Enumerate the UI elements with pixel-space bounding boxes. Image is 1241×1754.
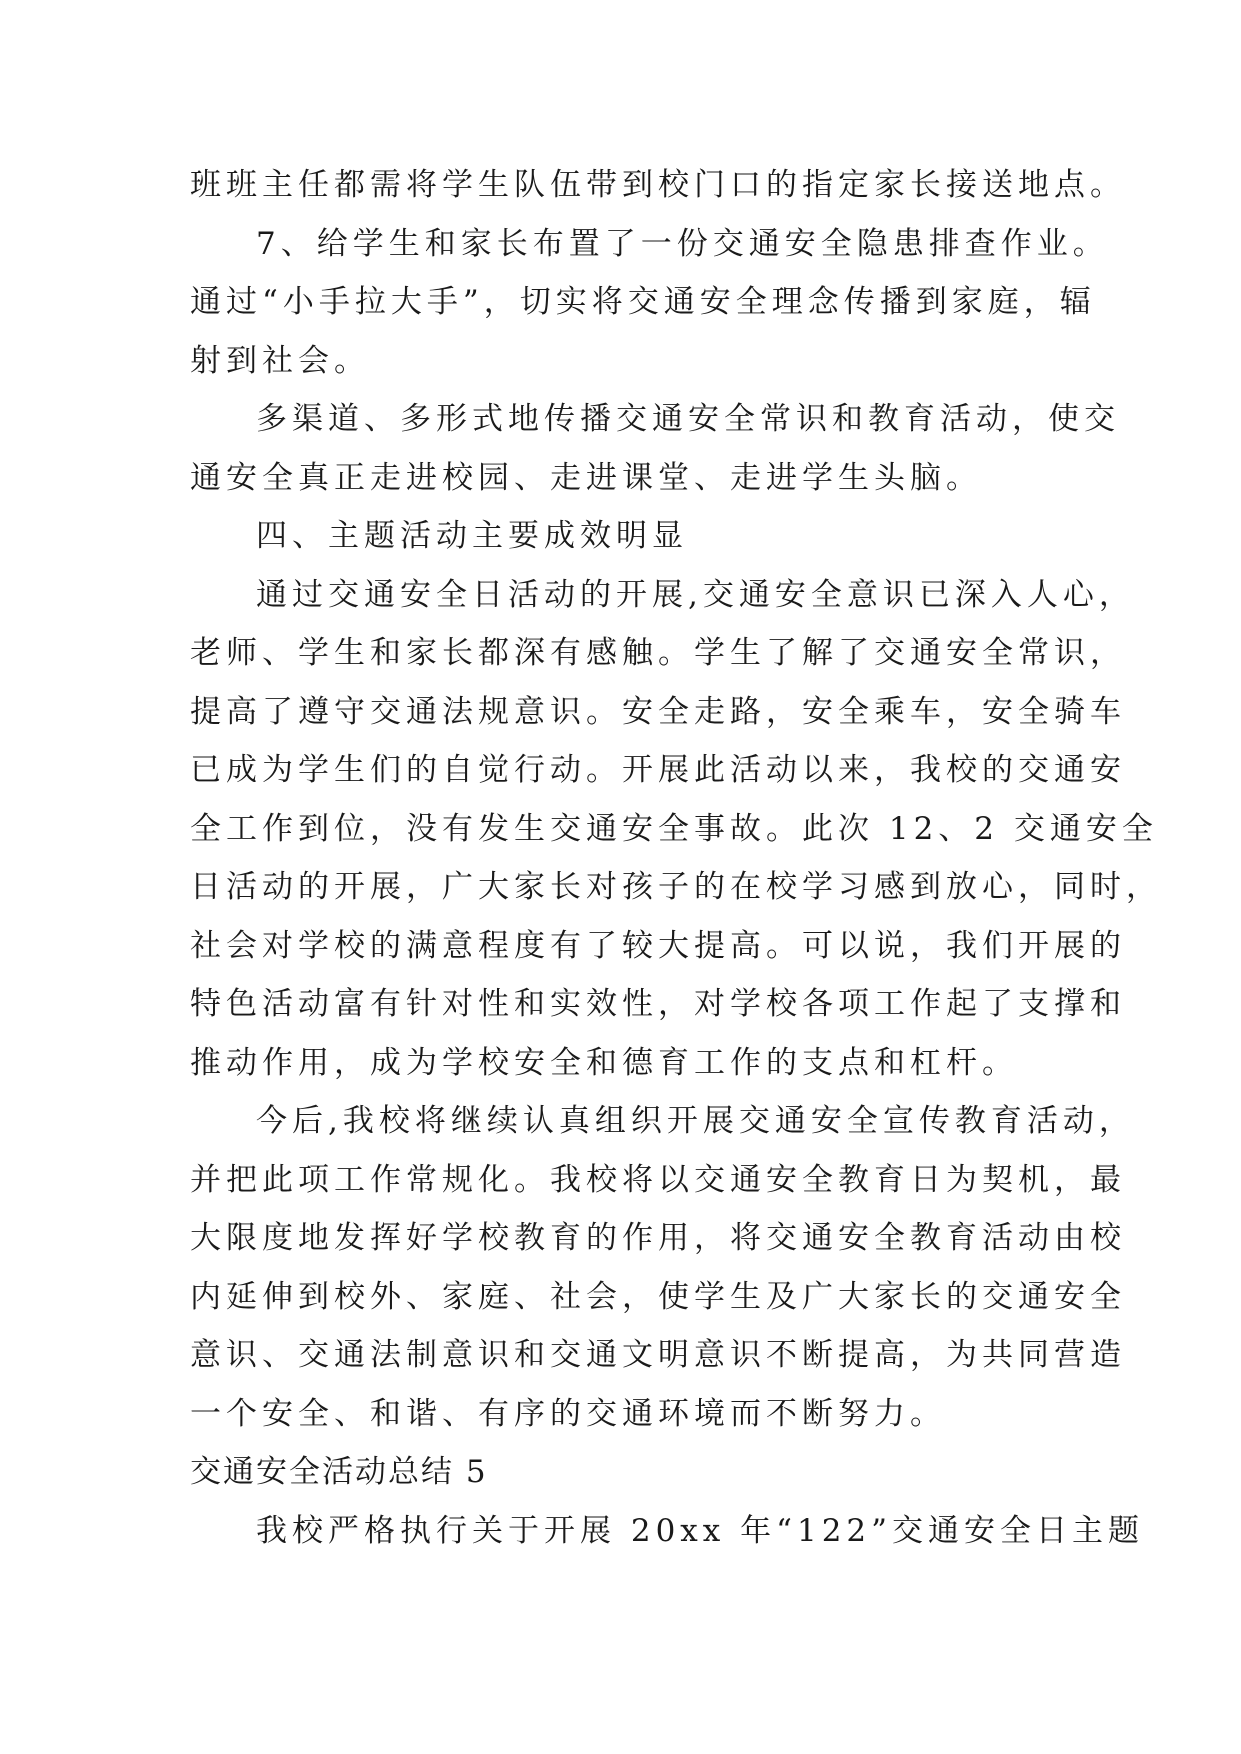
text-line: 四、主题活动主要成效明显 [256,518,688,554]
text-line: 推动作用，成为学校安全和德育工作的支点和杠杆。 [190,1044,1018,1081]
text-line: 7、给学生和家长布置了一份交通安全隐患排查作业。 [256,225,1109,262]
text-line: 日活动的开展，广大家长对孩子的在校学习感到放心，同时， [190,869,1162,905]
text-line: 我校严格执行关于开展 20xx 年“122”交通安全日主题 [256,1512,1144,1549]
document-body [190,156,1162,1560]
text-line: 多渠道、多形式地传播交通安全常识和教育活动，使交 [256,401,1120,437]
text-line: 并把此项工作常规化。我校将以交通安全教育日为契机，最 [190,1161,1126,1198]
text-line: 内延伸到校外、家庭、社会，使学生及广大家长的交通安全 [190,1278,1126,1315]
text-line: 全工作到位，没有发生交通安全事故。此次 12、2 交通安全 [190,810,1158,847]
text-line: 今后,我校将继续认真组织开展交通安全宣传教育活动， [256,1103,1135,1139]
text-line: 社会对学校的满意程度有了较大提高。可以说，我们开展的 [190,927,1126,964]
text-line: 提高了遵守交通法规意识。安全走路，安全乘车，安全骑车 [190,693,1126,730]
text-line: 一个安全、和谐、有序的交通环境而不断努力。 [190,1395,946,1432]
section-title: 交通安全活动总结 5 [190,1454,488,1490]
text-line: 特色活动富有针对性和实效性，对学校各项工作起了支撑和 [190,986,1126,1022]
text-line: 老师、学生和家长都深有感触。学生了解了交通安全常识， [190,635,1126,671]
text-line: 通安全真正走进校园、走进课堂、走进学生头脑。 [190,459,982,496]
text-line: 通过“小手拉大手”，切实将交通安全理念传播到家庭，辐 [190,284,1096,320]
text-line: 通过交通安全日活动的开展,交通安全意识已深入人心， [256,576,1135,613]
text-line: 已成为学生们的自觉行动。开展此活动以来，我校的交通安 [190,752,1126,788]
text-line: 大限度地发挥好学校教育的作用，将交通安全教育活动由校 [190,1220,1126,1256]
text-line: 班班主任都需将学生队伍带到校门口的指定家长接送地点。 [190,167,1126,203]
text-line: 射到社会。 [190,342,370,379]
text-line: 意识、交通法制意识和交通文明意识不断提高，为共同营造 [190,1337,1126,1373]
